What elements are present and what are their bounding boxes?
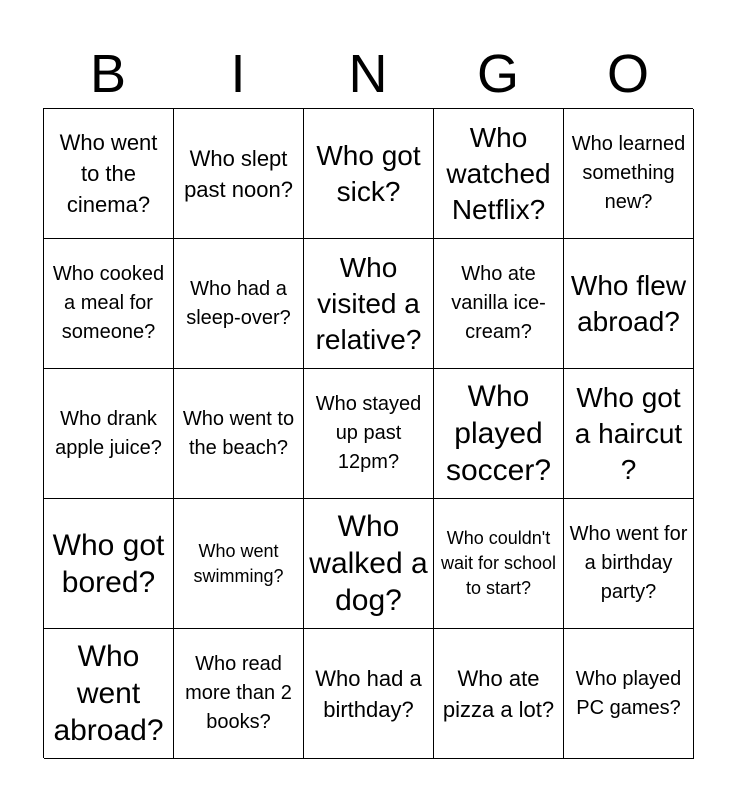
header-letter-n: N [348, 44, 388, 104]
cell-text: Who got bored? [52, 528, 165, 599]
bingo-cell [44, 629, 174, 759]
cell-text: Who went abroad? [53, 640, 164, 747]
cell-text: Who learned something new? [571, 133, 686, 213]
header-letter-b: B [89, 44, 127, 104]
bingo-cell [44, 499, 174, 629]
bingo-cell [564, 629, 694, 759]
cell-text: Who couldn't wait for school to start? [440, 528, 557, 598]
cell-text: Who had a sleep-over? [186, 277, 291, 329]
header-letter-i: I [230, 44, 246, 104]
cell-text: Who went to the cinema? [59, 130, 158, 217]
cell-text: Who cooked a meal for someone? [52, 263, 165, 343]
bingo-cell [174, 499, 304, 629]
cell-text: Who walked a dog? [309, 510, 428, 617]
bingo-cell [174, 629, 304, 759]
cell-text: Who went to the beach? [182, 407, 295, 459]
bingo-cell [564, 109, 694, 239]
cell-text: Who got a haircut ? [574, 381, 683, 485]
bingo-cell [174, 239, 304, 369]
cell-text: Who went swimming? [193, 540, 284, 586]
bingo-cell [44, 369, 174, 499]
cell-text: Who watched Netflix? [446, 121, 551, 225]
bingo-cell [304, 629, 434, 759]
cell-text: Who flew abroad? [570, 269, 687, 337]
cell-text: Who read more than 2 books? [185, 653, 292, 733]
cell-text: Who drank apple juice? [55, 407, 162, 459]
bingo-cell [304, 499, 434, 629]
bingo-cell [564, 239, 694, 369]
bingo-cell [44, 239, 174, 369]
cell-text: Who played soccer? [445, 380, 552, 487]
bingo-cell [434, 369, 564, 499]
bingo-cell [174, 369, 304, 499]
bingo-cell [564, 499, 694, 629]
cell-text: Who ate vanilla ice-cream? [451, 263, 546, 343]
cell-text: Who got sick? [316, 139, 421, 207]
bingo-cell [434, 629, 564, 759]
bingo-cell [434, 239, 564, 369]
cell-text: Who had a birthday? [315, 665, 422, 722]
bingo-cell [434, 109, 564, 239]
header-letter-g: G [476, 44, 519, 104]
cell-text: Who went for a birthday party? [569, 523, 688, 603]
bingo-cell [174, 109, 304, 239]
cell-text: Who slept past noon? [184, 145, 293, 202]
cell-text: Who played PC games? [575, 667, 682, 719]
cell-text: Who ate pizza a lot? [442, 665, 555, 722]
cell-text: Who stayed up past 12pm? [315, 393, 422, 473]
bingo-header [43, 40, 693, 108]
bingo-cell [44, 109, 174, 239]
bingo-cell [304, 369, 434, 499]
bingo-board [43, 108, 693, 758]
bingo-cell [434, 499, 564, 629]
cell-text: Who visited a relative? [315, 251, 422, 355]
bingo-cell [564, 369, 694, 499]
bingo-cell [304, 109, 434, 239]
header-letter-o: O [606, 44, 649, 104]
bingo-cell [304, 239, 434, 369]
